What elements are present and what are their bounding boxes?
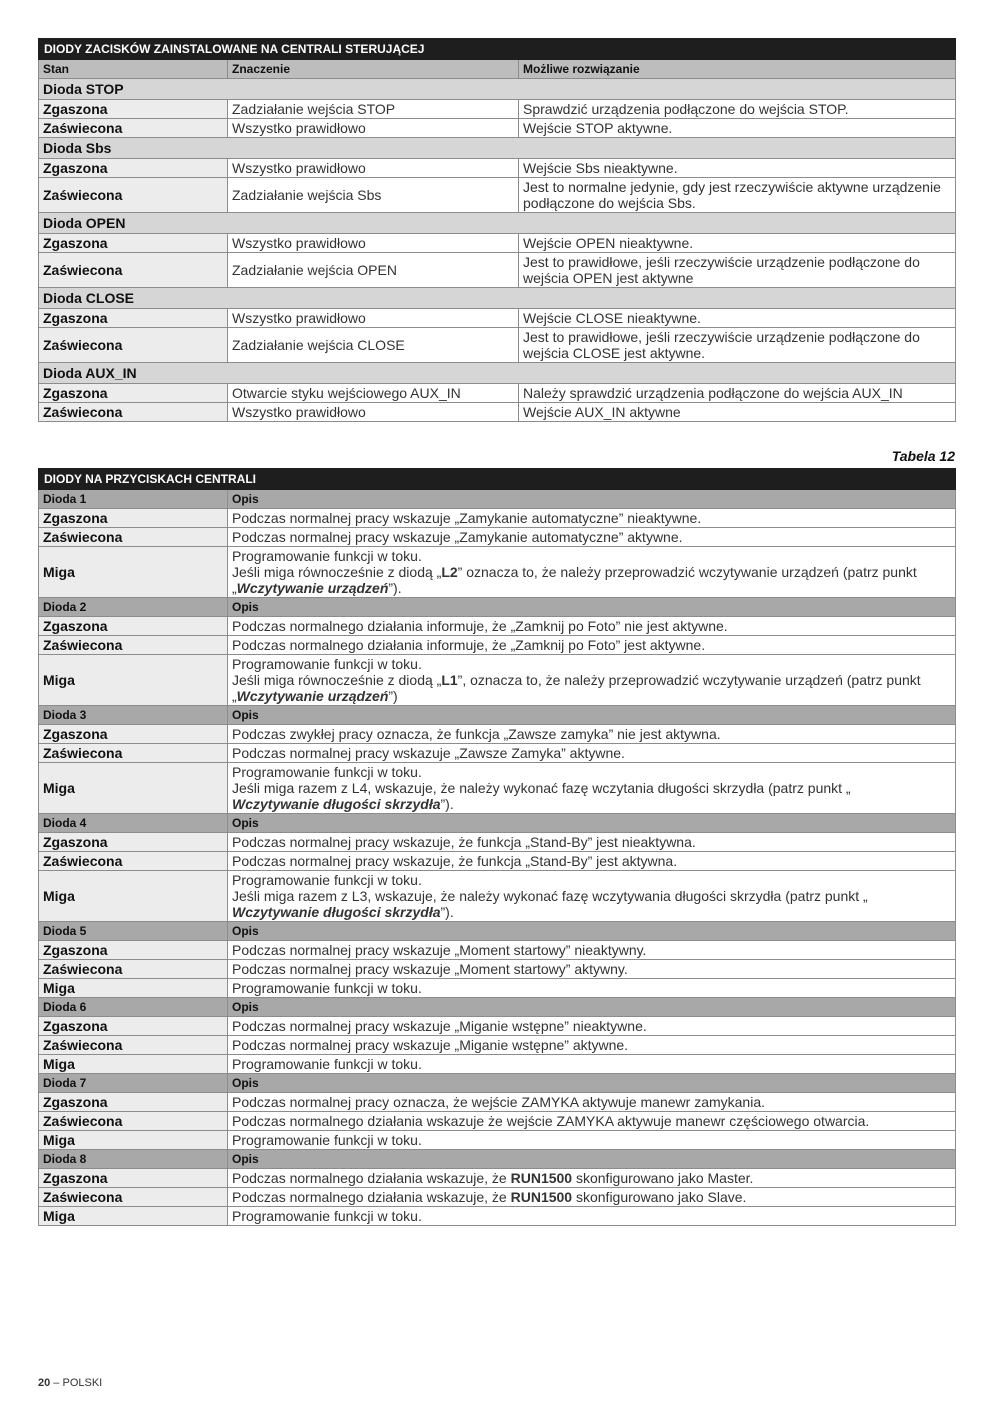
description-line: [232, 1113, 951, 1129]
text-segment: ”).: [440, 796, 454, 812]
table-row: [39, 1131, 956, 1150]
text-segment: ”, oznacza to, że należy przeprowadzić wczytywanie urządzeń (patrz punkt: [457, 672, 921, 688]
description-cell: [228, 744, 956, 763]
description-cell: [228, 655, 956, 706]
state-cell: Zaświecona: [39, 1036, 228, 1055]
state-cell: Miga: [39, 655, 228, 706]
description-cell: [228, 1207, 956, 1226]
table-row: [39, 509, 956, 528]
description-cell: [228, 725, 956, 744]
state-cell: Miga: [39, 763, 228, 814]
description-line: [232, 726, 951, 742]
state-cell: Zgaszona: [39, 100, 228, 119]
description-line: [232, 510, 951, 526]
description-line: [232, 672, 951, 688]
table-row: [39, 547, 956, 598]
description-cell: [228, 960, 956, 979]
state-cell: Miga: [39, 979, 228, 998]
description-line: [232, 1056, 951, 1072]
table-row: [39, 1055, 956, 1074]
button-leds-table: [38, 468, 956, 1226]
table-row: [39, 833, 956, 852]
text-segment: „: [232, 688, 237, 704]
table-row: [39, 617, 956, 636]
group-row: [39, 79, 956, 100]
state-cell: Zaświecona: [39, 1112, 228, 1131]
state-cell: Zgaszona: [39, 941, 228, 960]
table-row: [39, 960, 956, 979]
text-segment: Podczas normalnej pracy wskazuje „Miganie wstępne” nieaktywne.: [232, 1018, 647, 1034]
table-row: [39, 253, 956, 288]
description-cell: [228, 833, 956, 852]
description-line: [232, 961, 951, 977]
table-row: [39, 100, 956, 119]
led-header-row: [39, 1150, 956, 1169]
description-line: [232, 688, 951, 704]
text-segment: Podczas normalnej pracy wskazuje „Zamykanie automatyczne” aktywne.: [232, 529, 683, 545]
state-cell: Zgaszona: [39, 509, 228, 528]
table-row: [39, 871, 956, 922]
description-cell: [228, 979, 956, 998]
solution-cell: Należy sprawdzić urządzenia podłączone do wejścia AUX_IN: [519, 384, 956, 403]
description-header: Opis: [228, 998, 956, 1017]
state-cell: Zgaszona: [39, 159, 228, 178]
description-cell: [228, 871, 956, 922]
solution-cell: Jest to normalne jedynie, gdy jest rzeczywiście aktywne urządzenie podłączone do wejścia Sbs.: [519, 178, 956, 213]
group-name: Dioda OPEN: [39, 213, 956, 234]
description-header: Opis: [228, 1150, 956, 1169]
description-cell: [228, 617, 956, 636]
description-line: [232, 1189, 951, 1205]
state-cell: Zaświecona: [39, 119, 228, 138]
state-cell: Zaświecona: [39, 852, 228, 871]
table-row: [39, 234, 956, 253]
emphasis-text: L2: [441, 564, 458, 580]
description-line: [232, 872, 951, 888]
state-cell: Zaświecona: [39, 1188, 228, 1207]
meaning-cell: Wszystko prawidłowo: [228, 159, 519, 178]
description-line: [232, 980, 951, 996]
table-row: [39, 328, 956, 363]
description-line: [232, 888, 951, 904]
description-header: Opis: [228, 922, 956, 941]
text-segment: Jeśli miga razem z L4, wskazuje, że należy wykonać fazę wczytania długości skrzydła (patrz punkt „: [232, 780, 851, 796]
led-header-row: [39, 998, 956, 1017]
state-cell: Zaświecona: [39, 328, 228, 363]
meaning-cell: Zadziałanie wejścia CLOSE: [228, 328, 519, 363]
state-cell: Zaświecona: [39, 744, 228, 763]
text-segment: ” oznacza to, że należy przeprowadzić wczytywanie urządzeń (patrz punkt: [457, 564, 917, 580]
group-name: Dioda STOP: [39, 79, 956, 100]
table-row: [39, 119, 956, 138]
text-segment: Podczas normalnej pracy oznacza, że wejście ZAMYKA aktywuje manewr zamykania.: [232, 1094, 765, 1110]
text-segment: Programowanie funkcji w toku.: [232, 656, 422, 672]
table-caption: Tabela 12: [891, 448, 955, 464]
description-line: [232, 1018, 951, 1034]
state-cell: Miga: [39, 1207, 228, 1226]
text-segment: skonfigurowano jako Slave.: [572, 1189, 747, 1205]
description-line: [232, 780, 951, 796]
description-line: [232, 904, 951, 920]
text-segment: Podczas normalnej pracy wskazuje „Zamykanie automatyczne” nieaktywne.: [232, 510, 702, 526]
state-cell: Zgaszona: [39, 833, 228, 852]
state-cell: Zaświecona: [39, 636, 228, 655]
description-header: Opis: [228, 598, 956, 617]
description-line: [232, 1208, 951, 1224]
group-name: Dioda AUX_IN: [39, 363, 956, 384]
led-name: Dioda 6: [39, 998, 228, 1017]
emphasis-text: Wczytywanie urządzeń: [236, 580, 389, 596]
description-cell: [228, 509, 956, 528]
state-cell: Zaświecona: [39, 178, 228, 213]
solution-cell: Jest to prawidłowe, jeśli rzeczywiście urządzenie podłączone do wejścia OPEN jest aktywne: [519, 253, 956, 288]
group-row: [39, 288, 956, 309]
led-header-row: [39, 598, 956, 617]
table-row: [39, 1112, 956, 1131]
text-segment: „: [232, 580, 237, 596]
led-name: Dioda 1: [39, 490, 228, 509]
description-line: [232, 637, 951, 653]
text-segment: Jeśli miga równocześnie z diodą „: [232, 564, 442, 580]
table-title: DIODY ZACISKÓW ZAINSTALOWANE NA CENTRALI STERUJĄCEJ: [39, 39, 956, 60]
table-row: [39, 1169, 956, 1188]
description-line: [232, 853, 951, 869]
page-footer: [38, 1377, 102, 1389]
state-cell: Zgaszona: [39, 384, 228, 403]
description-header: Opis: [228, 814, 956, 833]
group-row: [39, 213, 956, 234]
text-segment: Podczas normalnej pracy wskazuje „Zawsze Zamyka” aktywne.: [232, 745, 625, 761]
text-segment: Podczas normalnej pracy wskazuje „Moment startowy” aktywny.: [232, 961, 628, 977]
text-segment: Podczas zwykłej pracy oznacza, że funkcja „Zawsze zamyka” nie jest aktywna.: [232, 726, 721, 742]
description-line: [232, 745, 951, 761]
description-cell: [228, 1169, 956, 1188]
description-line: [232, 548, 951, 564]
description-cell: [228, 1055, 956, 1074]
table-row: [39, 852, 956, 871]
table-row: [39, 403, 956, 422]
description-cell: [228, 1036, 956, 1055]
led-name: Dioda 5: [39, 922, 228, 941]
state-cell: Zaświecona: [39, 403, 228, 422]
table-row: [39, 941, 956, 960]
terminal-leds-table: [38, 38, 956, 422]
text-segment: Podczas normalnej pracy wskazuje „Moment startowy” nieaktywny.: [232, 942, 647, 958]
led-header-row: [39, 490, 956, 509]
text-segment: Jeśli miga równocześnie z diodą „: [232, 672, 442, 688]
led-header-row: [39, 814, 956, 833]
emphasis-text: RUN1500: [510, 1170, 573, 1186]
solution-cell: Wejście STOP aktywne.: [519, 119, 956, 138]
meaning-cell: Zadziałanie wejścia STOP: [228, 100, 519, 119]
solution-cell: Sprawdzić urządzenia podłączone do wejścia STOP.: [519, 100, 956, 119]
text-segment: ”): [388, 688, 398, 704]
text-segment: Podczas normalnego działania wskazuje, że: [232, 1170, 511, 1186]
emphasis-text: Wczytywanie urządzeń: [236, 688, 389, 704]
led-header-row: [39, 1074, 956, 1093]
description-cell: [228, 1093, 956, 1112]
text-segment: Programowanie funkcji w toku.: [232, 872, 422, 888]
table-title: DIODY NA PRZYCISKACH CENTRALI: [39, 469, 956, 490]
description-line: [232, 796, 951, 812]
description-cell: [228, 941, 956, 960]
table-row: [39, 725, 956, 744]
description-line: [232, 564, 951, 580]
description-cell: [228, 1017, 956, 1036]
description-line: [232, 580, 951, 596]
group-row: [39, 363, 956, 384]
column-header-state: Stan: [39, 60, 228, 79]
footer-separator: –: [50, 1377, 63, 1389]
table-row: [39, 1093, 956, 1112]
text-segment: ”).: [388, 580, 402, 596]
state-cell: Miga: [39, 1055, 228, 1074]
table-row: [39, 1017, 956, 1036]
page-number: 20: [38, 1377, 51, 1389]
description-line: [232, 1094, 951, 1110]
meaning-cell: Wszystko prawidłowo: [228, 119, 519, 138]
led-header-row: [39, 706, 956, 725]
description-cell: [228, 1188, 956, 1207]
solution-cell: Wejście CLOSE nieaktywne.: [519, 309, 956, 328]
state-cell: Zgaszona: [39, 309, 228, 328]
led-name: Dioda 3: [39, 706, 228, 725]
text-segment: Programowanie funkcji w toku.: [232, 980, 422, 996]
text-segment: Programowanie funkcji w toku.: [232, 1132, 422, 1148]
text-segment: Programowanie funkcji w toku.: [232, 548, 422, 564]
solution-cell: Jest to prawidłowe, jeśli rzeczywiście urządzenie podłączone do wejścia CLOSE jest aktywne.: [519, 328, 956, 363]
table-row: [39, 636, 956, 655]
state-cell: Zgaszona: [39, 1017, 228, 1036]
emphasis-text: L1: [441, 672, 458, 688]
meaning-cell: Otwarcie styku wejściowego AUX_IN: [228, 384, 519, 403]
state-cell: Zaświecona: [39, 960, 228, 979]
table-row: [39, 744, 956, 763]
description-cell: [228, 852, 956, 871]
state-cell: Miga: [39, 547, 228, 598]
emphasis-text: Wczytywanie długości skrzydła: [232, 796, 441, 812]
text-segment: Podczas normalnego działania informuje, że „Zamknij po Foto” nie jest aktywne.: [232, 618, 728, 634]
description-cell: [228, 1112, 956, 1131]
table-row: [39, 763, 956, 814]
description-line: [232, 942, 951, 958]
state-cell: Zgaszona: [39, 1169, 228, 1188]
text-segment: Programowanie funkcji w toku.: [232, 1056, 422, 1072]
group-name: Dioda CLOSE: [39, 288, 956, 309]
description-cell: [228, 1131, 956, 1150]
state-cell: Zaświecona: [39, 253, 228, 288]
description-cell: [228, 547, 956, 598]
solution-cell: Wejście AUX_IN aktywne: [519, 403, 956, 422]
state-cell: Miga: [39, 1131, 228, 1150]
table-row: [39, 384, 956, 403]
state-cell: Zgaszona: [39, 617, 228, 636]
meaning-cell: Zadziałanie wejścia Sbs: [228, 178, 519, 213]
led-name: Dioda 2: [39, 598, 228, 617]
table-row: [39, 655, 956, 706]
solution-cell: Wejście Sbs nieaktywne.: [519, 159, 956, 178]
column-header-solution: Możliwe rozwiązanie: [519, 60, 956, 79]
meaning-cell: Wszystko prawidłowo: [228, 309, 519, 328]
table-row: [39, 178, 956, 213]
table-row: [39, 159, 956, 178]
emphasis-text: RUN1500: [510, 1189, 573, 1205]
description-line: [232, 656, 951, 672]
description-cell: [228, 636, 956, 655]
text-segment: Programowanie funkcji w toku.: [232, 1208, 422, 1224]
table-row: [39, 1207, 956, 1226]
footer-language: POLSKI: [62, 1377, 103, 1389]
state-cell: Miga: [39, 871, 228, 922]
state-cell: Zgaszona: [39, 725, 228, 744]
state-cell: Zgaszona: [39, 234, 228, 253]
description-cell: [228, 528, 956, 547]
description-header: Opis: [228, 1074, 956, 1093]
state-cell: Zaświecona: [39, 528, 228, 547]
solution-cell: Wejście OPEN nieaktywne.: [519, 234, 956, 253]
table-row: [39, 979, 956, 998]
led-name: Dioda 7: [39, 1074, 228, 1093]
state-cell: Zgaszona: [39, 1093, 228, 1112]
meaning-cell: Wszystko prawidłowo: [228, 234, 519, 253]
group-name: Dioda Sbs: [39, 138, 956, 159]
column-header-meaning: Znaczenie: [228, 60, 519, 79]
table-row: [39, 1188, 956, 1207]
text-segment: skonfigurowano jako Master.: [572, 1170, 754, 1186]
table-row: [39, 309, 956, 328]
text-segment: Podczas normalnego działania informuje, że „Zamknij po Foto” jest aktywne.: [232, 637, 706, 653]
meaning-cell: Wszystko prawidłowo: [228, 403, 519, 422]
emphasis-text: Wczytywanie długości skrzydła: [232, 904, 441, 920]
text-segment: Podczas normalnego działania wskazuje, że: [232, 1189, 511, 1205]
meaning-cell: Zadziałanie wejścia OPEN: [228, 253, 519, 288]
text-segment: Podczas normalnej pracy wskazuje, że funkcja „Stand-By” jest aktywna.: [232, 853, 678, 869]
table-row: [39, 1036, 956, 1055]
description-header: Opis: [228, 490, 956, 509]
description-line: [232, 834, 951, 850]
text-segment: Podczas normalnego działania wskazuje że wejście ZAMYKA aktywuje manewr częściowego otwarcia.: [232, 1113, 870, 1129]
led-name: Dioda 4: [39, 814, 228, 833]
group-row: [39, 138, 956, 159]
description-line: [232, 1037, 951, 1053]
text-segment: Jeśli miga razem z L3, wskazuje, że należy wykonać fazę wczytywania długości skrzydła (patrz punkt „: [232, 888, 868, 904]
description-line: [232, 764, 951, 780]
text-segment: Podczas normalnej pracy wskazuje „Miganie wstępne” aktywne.: [232, 1037, 629, 1053]
description-line: [232, 1132, 951, 1148]
table-row: [39, 528, 956, 547]
led-name: Dioda 8: [39, 1150, 228, 1169]
text-segment: ”).: [440, 904, 454, 920]
description-line: [232, 1170, 951, 1186]
text-segment: Podczas normalnej pracy wskazuje, że funkcja „Stand-By” jest nieaktywna.: [232, 834, 696, 850]
text-segment: Programowanie funkcji w toku.: [232, 764, 422, 780]
description-header: Opis: [228, 706, 956, 725]
description-line: [232, 529, 951, 545]
description-line: [232, 618, 951, 634]
led-header-row: [39, 922, 956, 941]
description-cell: [228, 763, 956, 814]
